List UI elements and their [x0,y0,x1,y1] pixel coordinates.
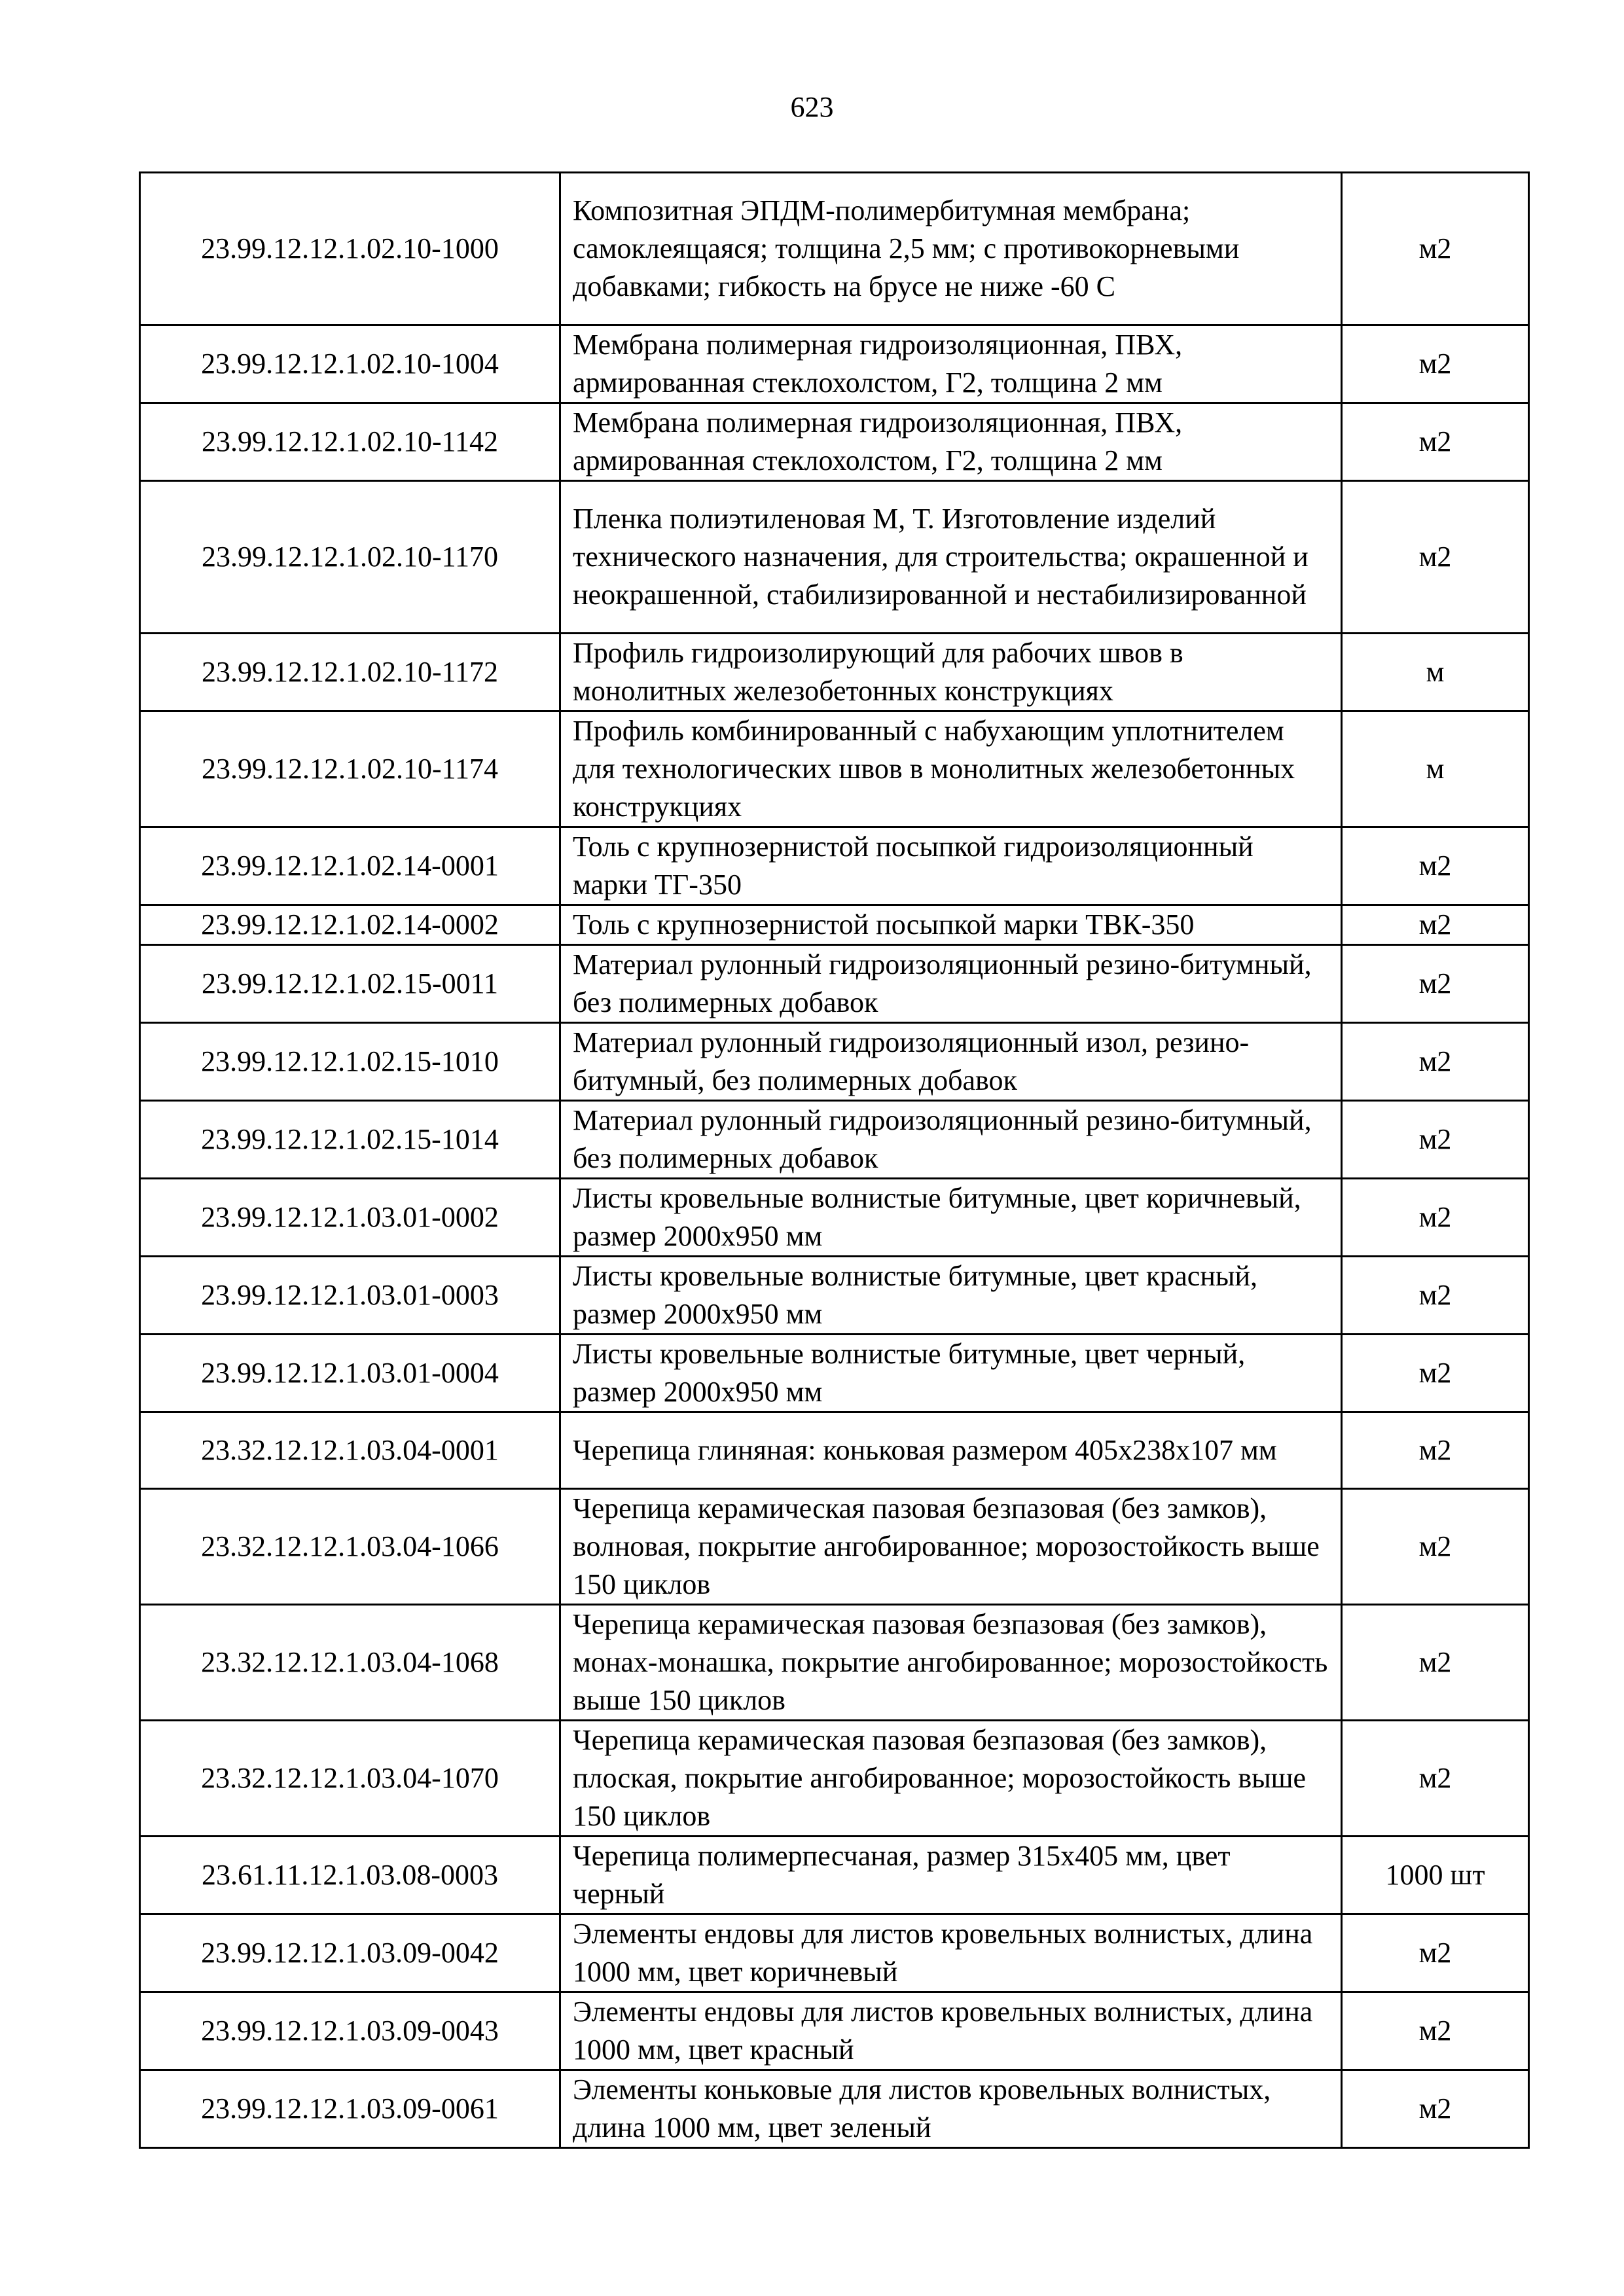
material-code: 23.32.12.12.1.03.04-1068 [140,1605,560,1721]
material-description: Материал рулонный гидроизоляционный изол, резино-битумный, без полимерных добавок [560,1023,1342,1101]
material-code: 23.99.12.12.1.03.09-0042 [140,1914,560,1992]
page-number: 623 [790,91,834,123]
material-description: Элементы ендовы для листов кровельных волнистых, длина 1000 мм, цвет красный [560,1992,1342,2070]
material-description: Профиль гидроизолирующий для рабочих швов в монолитных железобетонных конструкциях [560,634,1342,711]
material-code: 23.99.12.12.1.02.14-0002 [140,905,560,945]
material-description: Элементы коньковые для листов кровельных волнистых, длина 1000 мм, цвет зеленый [560,2070,1342,2148]
unit-of-measure: м2 [1342,1605,1529,1721]
material-code: 23.61.11.12.1.03.08-0003 [140,1837,560,1914]
material-description: Материал рулонный гидроизоляционный резино-битумный, без полимерных добавок [560,1101,1342,1179]
material-description: Мембрана полимерная гидроизоляционная, ПВХ, армированная стеклохолстом, Г2, толщина 2 мм [560,325,1342,403]
material-code: 23.99.12.12.1.03.09-0043 [140,1992,560,2070]
unit-of-measure: м2 [1342,1914,1529,1992]
material-code: 23.99.12.12.1.02.10-1142 [140,403,560,481]
table-row [140,1992,1529,2070]
unit-of-measure: м2 [1342,481,1529,634]
material-description: Черепица керамическая пазовая безпазовая (без замков), монах-монашка, покрытие ангобированное; морозостойкость выше 150 циклов [560,1605,1342,1721]
material-description: Листы кровельные волнистые битумные, цвет черный, размер 2000x950 мм [560,1335,1342,1412]
material-description: Черепица керамическая пазовая безпазовая (без замков), волновая, покрытие ангобированное; морозостойкость выше 150 циклов [560,1489,1342,1605]
table-row [140,173,1529,325]
unit-of-measure: м2 [1342,827,1529,905]
material-code: 23.99.12.12.1.03.01-0002 [140,1179,560,1257]
table-row [140,1605,1529,1721]
material-description: Композитная ЭПДМ-полимербитумная мембрана; самоклеящаяся; толщина 2,5 мм; с противокорневыми добавками; гибкость на брусе не ниже -60 С [560,173,1342,325]
material-description: Мембрана полимерная гидроизоляционная, ПВХ, армированная стеклохолстом, Г2, толщина 2 мм [560,403,1342,481]
material-description: Толь с крупнозернистой посыпкой марки ТВК-350 [560,905,1342,945]
table-row [140,1179,1529,1257]
material-description: Профиль комбинированный с набухающим уплотнителем для технологических швов в монолитных железобетонных конструкциях [560,711,1342,827]
table-row [140,403,1529,481]
material-code: 23.99.12.12.1.02.15-1010 [140,1023,560,1101]
table-row [140,1023,1529,1101]
unit-of-measure: м2 [1342,2070,1529,2148]
material-code: 23.99.12.12.1.02.15-0011 [140,945,560,1023]
material-description: Материал рулонный гидроизоляционный резино-битумный, без полимерных добавок [560,945,1342,1023]
material-description: Черепица полимерпесчаная, размер 315x405 мм, цвет черный [560,1837,1342,1914]
unit-of-measure: м [1342,634,1529,711]
unit-of-measure: м2 [1342,1335,1529,1412]
material-description: Черепица глиняная: коньковая размером 405x238x107 мм [560,1412,1342,1489]
unit-of-measure: м2 [1342,173,1529,325]
table-row [140,1101,1529,1179]
table-row [140,325,1529,403]
table-row [140,634,1529,711]
material-description: Элементы ендовы для листов кровельных волнистых, длина 1000 мм, цвет коричневый [560,1914,1342,1992]
unit-of-measure: м2 [1342,1992,1529,2070]
table-row [140,1914,1529,1992]
material-description: Листы кровельные волнистые битумные, цвет красный, размер 2000x950 мм [560,1257,1342,1335]
materials-table-body [140,173,1529,2148]
unit-of-measure: м2 [1342,945,1529,1023]
material-code: 23.99.12.12.1.02.14-0001 [140,827,560,905]
material-description: Пленка полиэтиленовая М, Т. Изготовление изделий технического назначения, для строительства; окрашенной и неокрашенной, стабилизированной и нестабилизированной [560,481,1342,634]
material-code: 23.99.12.12.1.02.10-1172 [140,634,560,711]
table-row [140,1257,1529,1335]
material-code: 23.99.12.12.1.02.15-1014 [140,1101,560,1179]
materials-table [139,171,1530,2149]
table-row [140,2070,1529,2148]
material-code: 23.32.12.12.1.03.04-1066 [140,1489,560,1605]
unit-of-measure: м2 [1342,1412,1529,1489]
unit-of-measure: м2 [1342,1101,1529,1179]
table-row [140,1721,1529,1837]
material-description: Листы кровельные волнистые битумные, цвет коричневый, размер 2000x950 мм [560,1179,1342,1257]
material-code: 23.99.12.12.1.02.10-1174 [140,711,560,827]
material-code: 23.99.12.12.1.02.10-1000 [140,173,560,325]
unit-of-measure: м [1342,711,1529,827]
table-row [140,481,1529,634]
material-code: 23.32.12.12.1.03.04-1070 [140,1721,560,1837]
material-code: 23.99.12.12.1.02.10-1004 [140,325,560,403]
material-code: 23.99.12.12.1.03.01-0003 [140,1257,560,1335]
material-code: 23.32.12.12.1.03.04-0001 [140,1412,560,1489]
table-row [140,711,1529,827]
unit-of-measure: м2 [1342,1257,1529,1335]
table-row [140,1335,1529,1412]
table-row [140,945,1529,1023]
table-row [140,1412,1529,1489]
unit-of-measure: м2 [1342,1023,1529,1101]
unit-of-measure: м2 [1342,905,1529,945]
material-code: 23.99.12.12.1.03.09-0061 [140,2070,560,2148]
table-row [140,827,1529,905]
unit-of-measure: м2 [1342,325,1529,403]
material-code: 23.99.12.12.1.03.01-0004 [140,1335,560,1412]
material-description: Черепица керамическая пазовая безпазовая (без замков), плоская, покрытие ангобированное; морозостойкость выше 150 циклов [560,1721,1342,1837]
material-description: Толь с крупнозернистой посыпкой гидроизоляционный марки ТГ-350 [560,827,1342,905]
unit-of-measure: 1000 шт [1342,1837,1529,1914]
material-code: 23.99.12.12.1.02.10-1170 [140,481,560,634]
table-row [140,1837,1529,1914]
unit-of-measure: м2 [1342,1179,1529,1257]
table-row [140,1489,1529,1605]
table-row [140,905,1529,945]
unit-of-measure: м2 [1342,1489,1529,1605]
unit-of-measure: м2 [1342,403,1529,481]
unit-of-measure: м2 [1342,1721,1529,1837]
